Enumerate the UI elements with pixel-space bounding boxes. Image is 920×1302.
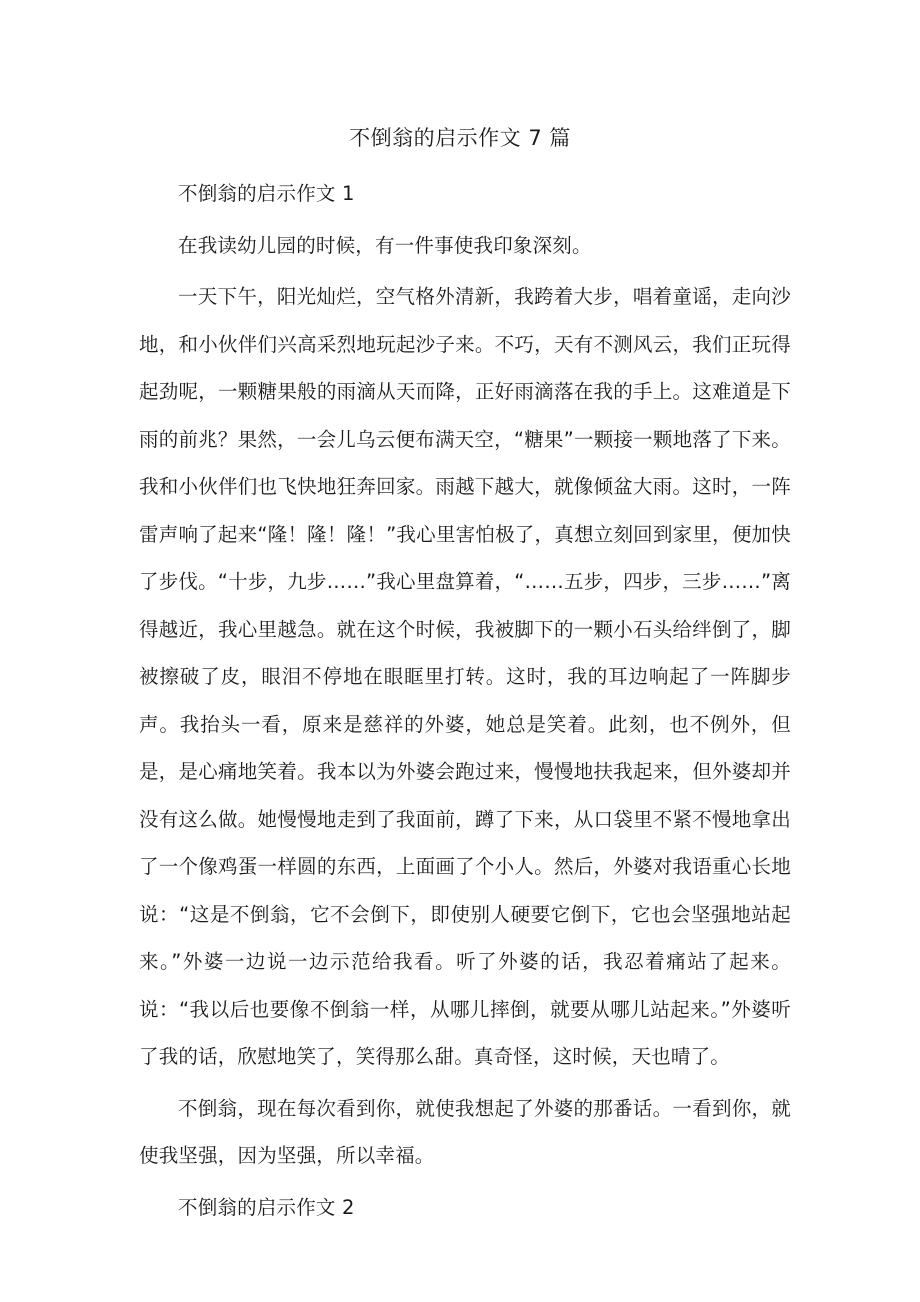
section-heading-1: 不倒翁的启示作文 1 <box>178 182 355 205</box>
paragraph-story: 一天下午，阳光灿烂，空气格外清新，我跨着大步，唱着童谣，走向沙地，和小伙伴们兴高采烈地玩起沙子来。不巧，天有不测风云，我们正玩得起劲呢，一颗糖果般的雨滴从天而降，正好雨滴落在我的手上。这难道是下雨的前兆？果然，一会儿乌云便布满天空，“糖果”一颗接一颗地落了下来。我和小伙伴们也飞快地狂奔回家。雨越下越大，就像倾盆大雨。这时，一阵雷声响了起来“隆！隆！隆！”我心里害怕极了，真想立刻回到家里，便加快了步伐。“十步，九步……”我心里盘算着，“……五步，四步，三步……”离得越近，我心里越急。就在这个时候，我被脚下的一颗小石头给绊倒了，脚被擦破了皮，眼泪不停地在眼眶里打转。这时，我的耳边响起了一阵脚步声。我抬头一看，原来是慈祥的外婆，她总是笑着。此刻，也不例外，但是，是心痛地笑着。我本以为外婆会跑过来，慢慢地扶我起来，但外婆却并没有这么做。她慢慢地走到了我面前，蹲了下来，从口袋里不紧不慢地拿出了一个像鸡蛋一样圆的东西，上面画了个小人。然后，外婆对我语重心长地说：“这是不倒翁，它不会倒下，即使别人硬要它倒下，它也会坚强地站起来。”外婆一边说一边示范给我看。听了外婆的话，我忍着痛站了起来。说：“我以后也要像不倒翁一样，从哪儿摔倒，就要从哪儿站起来。”外婆听了我的话，欣慰地笑了，笑得那么甜。真奇怪，这时候，天也晴了。 <box>139 285 791 1068</box>
paragraph-conclusion: 不倒翁，现在每次看到你，就使我想起了外婆的那番话。一看到你，就使我坚强，因为坚强，所以幸福。 <box>139 1096 791 1167</box>
document-title: 不倒翁的启示作文 7 篇 <box>349 126 571 150</box>
document-body <box>139 170 791 1235</box>
section-heading-2: 不倒翁的启示作文 2 <box>178 1195 355 1219</box>
paragraph-intro: 在我读幼儿园的时候，有一件事使我印象深刻。 <box>178 233 592 257</box>
